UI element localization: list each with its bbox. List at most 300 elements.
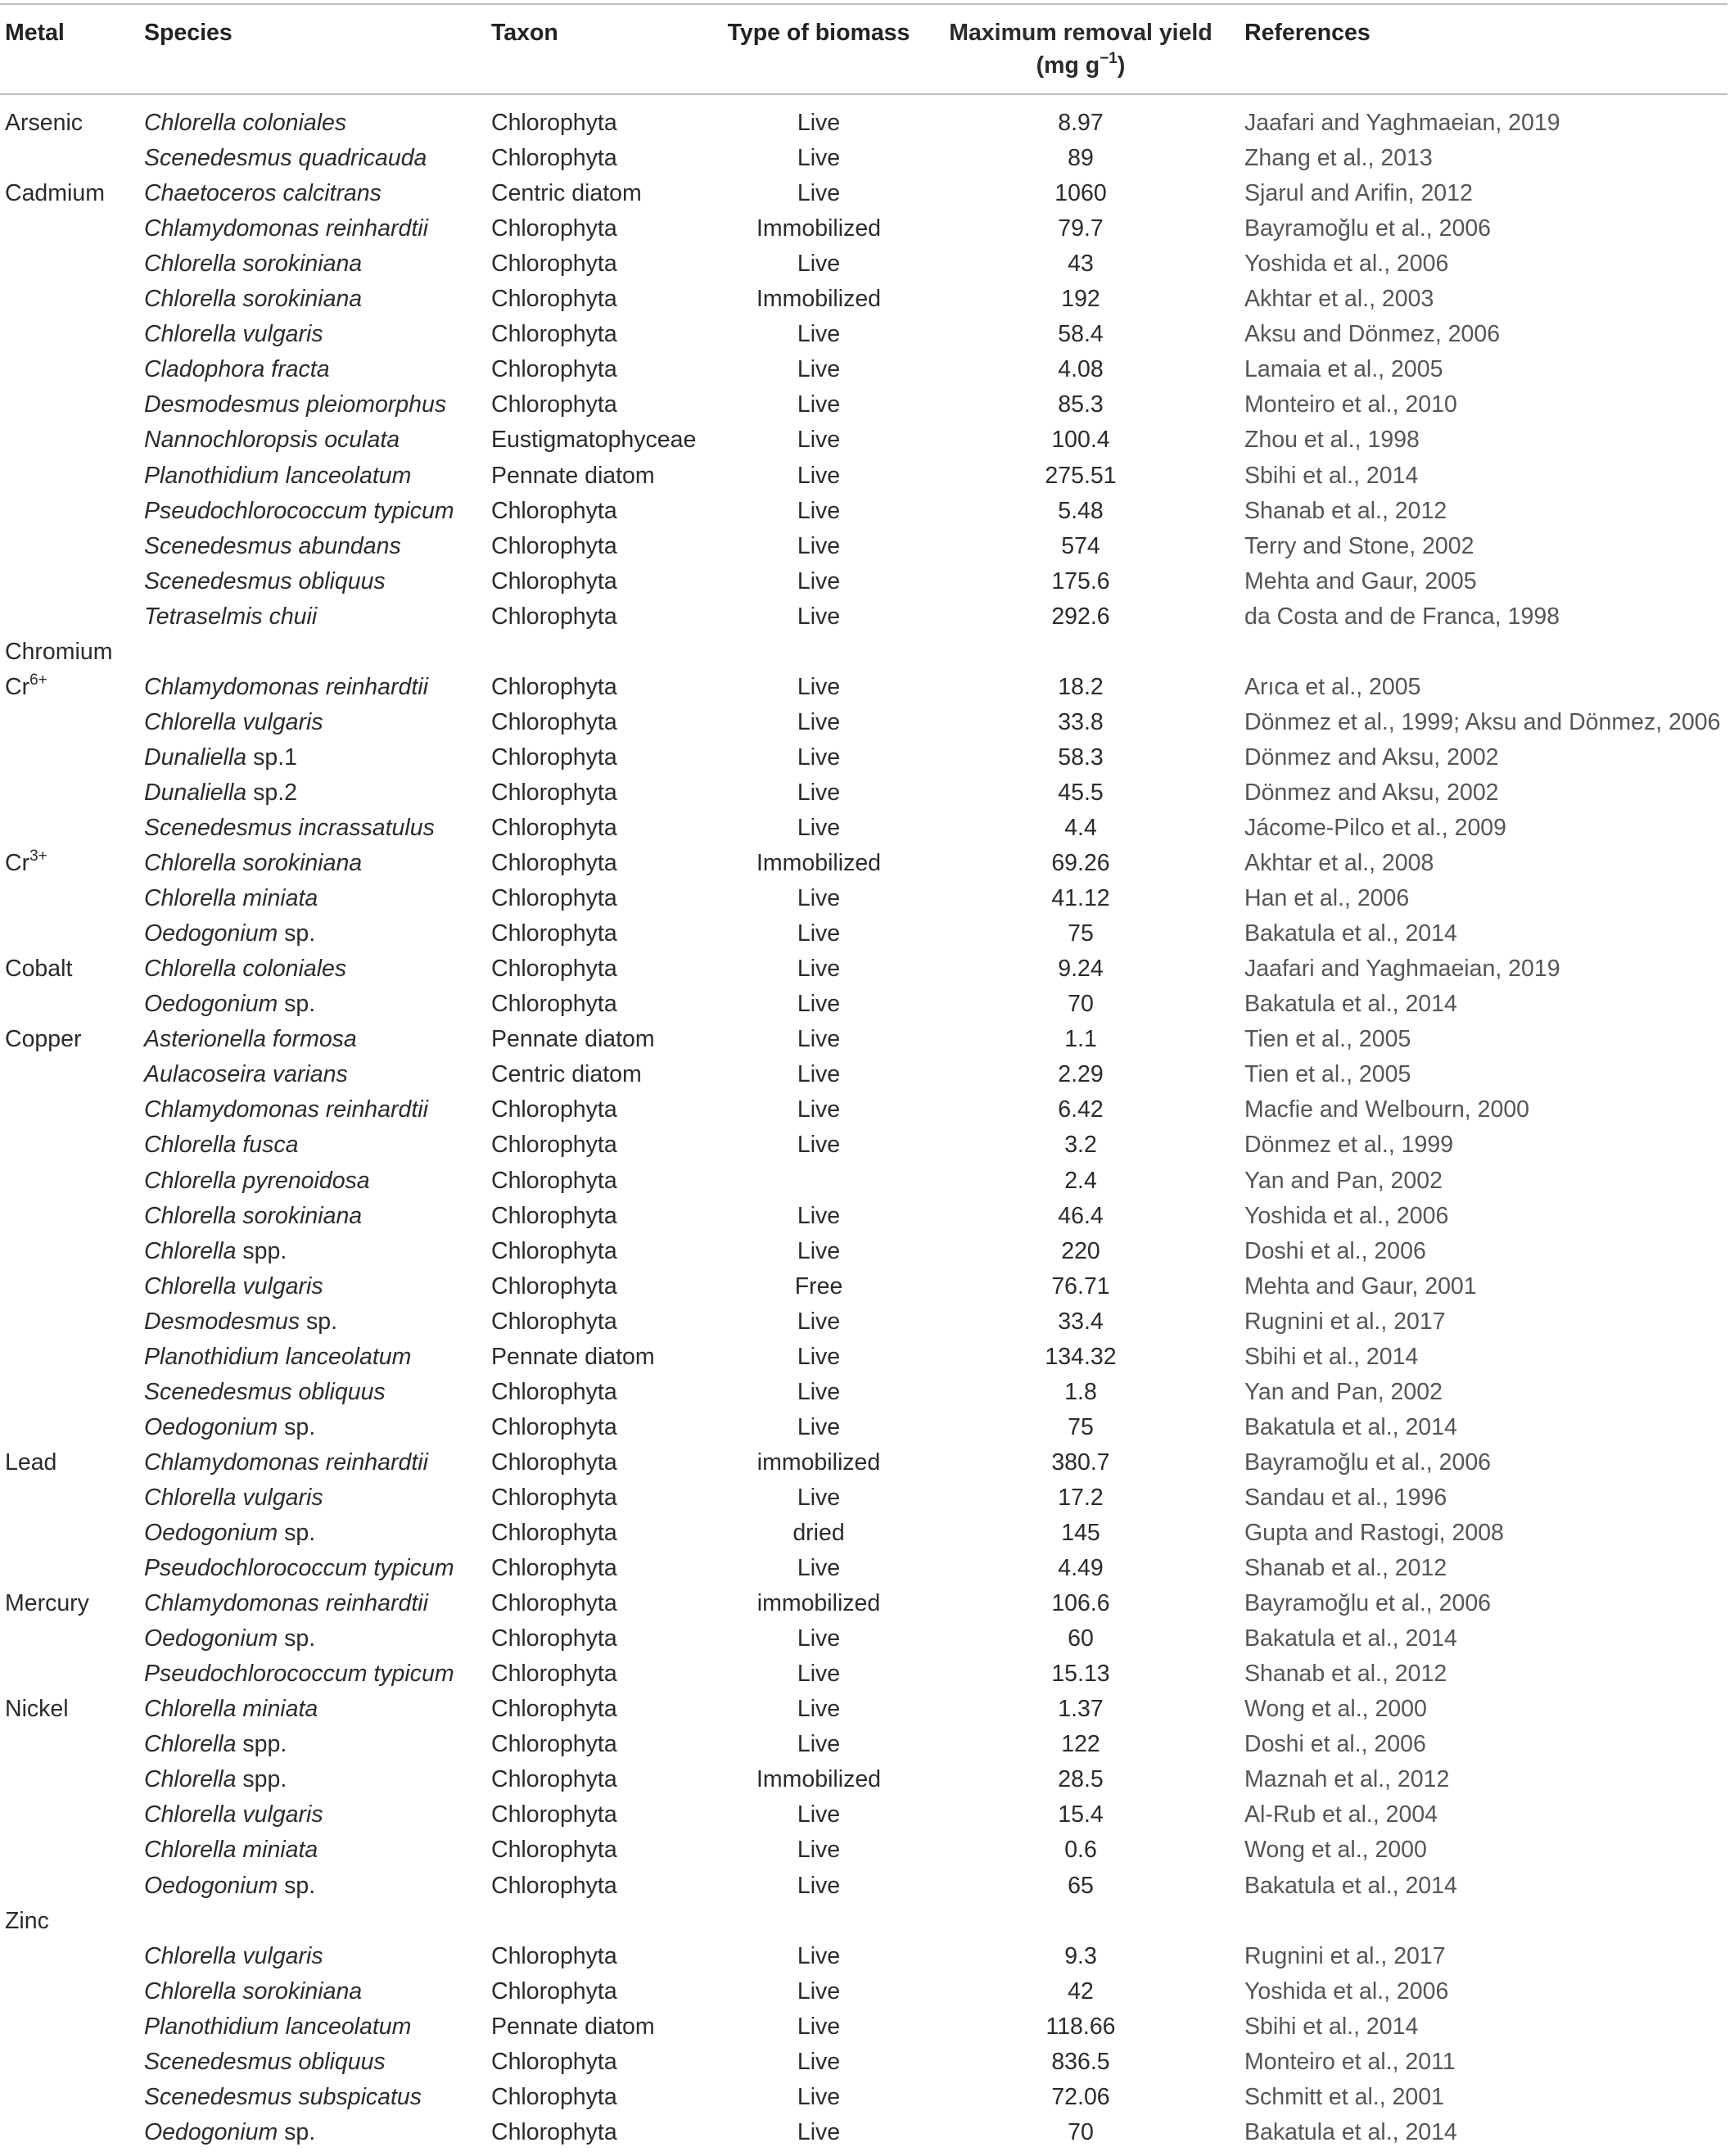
cell-taxon: Chlorophyta xyxy=(491,1731,617,1757)
cell-taxon: Chlorophyta xyxy=(491,251,617,277)
cell-reference: Akhtar et al., 2003 xyxy=(1244,286,1434,312)
cell-species xyxy=(144,247,362,280)
cell-reference: Yoshida et al., 2006 xyxy=(1244,1978,1449,2005)
cell-metal xyxy=(5,1446,56,1479)
cell-reference: Bakatula et al., 2014 xyxy=(1244,991,1457,1017)
species-suffix: sp. xyxy=(278,920,316,947)
cell-taxon: Chlorophyta xyxy=(491,2049,617,2075)
cell-yield: 58.4 xyxy=(1058,321,1104,347)
cell-reference: Monteiro et al., 2010 xyxy=(1244,391,1457,418)
cell-biomass: Live xyxy=(797,1026,841,1052)
header-references: References xyxy=(1244,20,1370,46)
cell-species xyxy=(144,212,428,245)
cell-biomass: Live xyxy=(797,1096,841,1123)
species-name: Scenedesmus incrassatulus xyxy=(144,815,435,841)
species-name: Oedogonium xyxy=(144,920,278,947)
cell-metal xyxy=(5,1023,81,1055)
cell-taxon: Chlorophyta xyxy=(491,215,617,242)
cell-taxon: Chlorophyta xyxy=(491,1096,617,1123)
cell-species xyxy=(144,952,346,985)
cell-taxon: Chlorophyta xyxy=(491,1943,617,1969)
metal-oxidation-state: 3+ xyxy=(29,847,47,865)
cell-yield: 122 xyxy=(1061,1731,1100,1757)
cell-taxon: Centric diatom xyxy=(491,1061,642,1087)
species-name: Chlorella vulgaris xyxy=(144,1273,323,1299)
cell-taxon: Chlorophyta xyxy=(491,1625,617,1652)
cell-yield: 1060 xyxy=(1054,180,1107,206)
metal-label: Lead xyxy=(5,1449,57,1476)
cell-yield: 100.4 xyxy=(1051,427,1110,453)
cell-taxon: Chlorophyta xyxy=(491,1661,617,1687)
cell-taxon: Chlorophyta xyxy=(491,780,617,806)
cell-biomass: Live xyxy=(797,744,841,771)
header-yield-line2 xyxy=(917,49,1244,82)
cell-reference: Bayramoğlu et al., 2006 xyxy=(1244,215,1492,242)
cell-yield: 134.32 xyxy=(1045,1344,1117,1370)
header-taxon: Taxon xyxy=(491,20,558,46)
cell-species xyxy=(144,1128,299,1161)
cell-biomass: Live xyxy=(797,463,841,489)
cell-biomass: Live xyxy=(797,251,841,277)
cell-taxon: Chlorophyta xyxy=(491,1203,617,1229)
cell-taxon: Chlorophyta xyxy=(491,956,617,982)
cell-taxon: Chlorophyta xyxy=(491,1238,617,1264)
cell-biomass: Live xyxy=(797,920,841,947)
cell-yield: 192 xyxy=(1061,286,1100,312)
cell-reference: Wong et al., 2000 xyxy=(1244,1837,1427,1863)
species-name: Planothidium lanceolatum xyxy=(144,463,412,489)
species-name: Pseudochlorococcum typicum xyxy=(144,1661,454,1687)
cell-yield: 58.3 xyxy=(1058,744,1104,771)
header-yield-unit: (mg g xyxy=(1036,52,1100,79)
cell-biomass: Live xyxy=(797,356,841,382)
cell-yield: 9.3 xyxy=(1064,1943,1097,1969)
species-name: Chlorella xyxy=(144,1731,237,1757)
cell-species xyxy=(144,530,401,563)
cell-species xyxy=(144,1728,287,1761)
cell-yield: 836.5 xyxy=(1051,2049,1110,2075)
cell-yield: 85.3 xyxy=(1058,391,1104,418)
cell-taxon: Chlorophyta xyxy=(491,1873,617,1899)
cell-yield: 33.8 xyxy=(1058,709,1104,735)
cell-species xyxy=(144,1693,318,1725)
metal-label: Nickel xyxy=(5,1696,69,1722)
cell-biomass: Live xyxy=(797,1485,841,1511)
metal-label: Zinc xyxy=(5,1908,49,1934)
header-species: Species xyxy=(144,20,233,46)
cell-yield: 89 xyxy=(1068,145,1094,171)
species-name: Oedogonium xyxy=(144,1520,278,1546)
cell-biomass: Live xyxy=(797,956,841,982)
cell-biomass: Live xyxy=(797,391,841,418)
cell-reference: Sbihi et al., 2014 xyxy=(1244,1344,1419,1370)
cell-species xyxy=(144,388,446,421)
cell-reference: Maznah et al., 2012 xyxy=(1244,1766,1450,1792)
cell-taxon: Chlorophyta xyxy=(491,603,617,630)
cell-reference: Rugnini et al., 2017 xyxy=(1244,1943,1446,1969)
cell-species xyxy=(144,1058,348,1091)
cell-reference: Rugnini et al., 2017 xyxy=(1244,1309,1446,1335)
cell-biomass: Live xyxy=(797,603,841,630)
cell-taxon: Centric diatom xyxy=(491,180,642,206)
species-name: Oedogonium xyxy=(144,991,278,1017)
cell-yield: 72.06 xyxy=(1051,2084,1110,2110)
cell-biomass: Immobilized xyxy=(756,1766,882,1792)
cell-biomass: Live xyxy=(797,1873,841,1899)
species-name: Chlorella vulgaris xyxy=(144,1485,323,1511)
cell-taxon: Chlorophyta xyxy=(491,286,617,312)
species-name: Chlorella sorokiniana xyxy=(144,1978,363,2005)
species-suffix: sp.2 xyxy=(246,780,297,806)
cell-species xyxy=(144,671,428,703)
cell-reference: Aksu and Dönmez, 2006 xyxy=(1244,321,1501,347)
cell-taxon: Chlorophyta xyxy=(491,391,617,418)
cell-reference: Bayramoğlu et al., 2006 xyxy=(1244,1449,1492,1476)
cell-reference: Dönmez and Aksu, 2002 xyxy=(1244,744,1499,771)
cell-taxon: Chlorophyta xyxy=(491,1801,617,1828)
cell-yield: 574 xyxy=(1061,533,1100,559)
header-bottom-rule xyxy=(0,93,1727,95)
cell-yield: 79.7 xyxy=(1058,215,1104,242)
cell-species xyxy=(144,1235,287,1268)
cell-species xyxy=(144,2010,411,2043)
species-suffix: sp. xyxy=(278,991,316,1017)
cell-reference: Dönmez et al., 1999 xyxy=(1244,1132,1454,1158)
cell-biomass xyxy=(720,1164,917,1197)
cell-yield: 118.66 xyxy=(1045,2014,1116,2040)
cell-biomass: Live xyxy=(797,1414,841,1440)
cell-metal xyxy=(5,952,72,985)
species-name: Scenedesmus obliquus xyxy=(144,568,386,594)
cell-reference: Yan and Pan, 2002 xyxy=(1244,1168,1443,1194)
cell-species xyxy=(144,423,400,456)
species-suffix: spp. xyxy=(236,1731,287,1757)
cell-biomass: Live xyxy=(797,427,841,453)
cell-taxon: Chlorophyta xyxy=(491,110,617,136)
cell-taxon: Chlorophyta xyxy=(491,2119,617,2145)
cell-taxon: Chlorophyta xyxy=(491,850,617,876)
cell-yield: 46.4 xyxy=(1058,1203,1104,1229)
cell-reference: Jaafari and Yaghmaeian, 2019 xyxy=(1244,956,1560,982)
cell-reference: Bakatula et al., 2014 xyxy=(1244,920,1457,947)
cell-biomass: Live xyxy=(797,709,841,735)
cell-yield: 41.12 xyxy=(1051,885,1110,911)
cell-species xyxy=(144,1023,357,1055)
species-name: Cladophora fracta xyxy=(144,356,330,382)
species-name: Scenedesmus obliquus xyxy=(144,2049,386,2075)
cell-biomass: Live xyxy=(797,1203,841,1229)
cell-reference: Sbihi et al., 2014 xyxy=(1244,2014,1419,2040)
cell-metal xyxy=(5,671,47,703)
cell-species xyxy=(144,1975,362,2008)
cell-yield: 2.4 xyxy=(1064,1168,1097,1194)
cell-species xyxy=(144,917,315,950)
species-suffix: sp. xyxy=(278,1873,316,1899)
cell-taxon: Pennate diatom xyxy=(491,1344,655,1370)
species-name: Scenedesmus subspicatus xyxy=(144,2084,422,2110)
cell-yield: 4.4 xyxy=(1064,815,1097,841)
species-name: Dunaliella xyxy=(144,744,247,771)
cell-reference: da Costa and de Franca, 1998 xyxy=(1244,603,1560,630)
cell-taxon: Chlorophyta xyxy=(491,1273,617,1299)
cell-biomass: Immobilized xyxy=(756,215,882,242)
cell-reference: Akhtar et al., 2008 xyxy=(1244,850,1434,876)
cell-biomass: Live xyxy=(797,1801,841,1828)
cell-biomass: Immobilized xyxy=(756,850,882,876)
cell-reference: Terry and Stone, 2002 xyxy=(1244,533,1474,559)
cell-species xyxy=(144,1164,370,1197)
cell-biomass: Live xyxy=(797,2119,841,2145)
cell-yield: 292.6 xyxy=(1051,603,1110,630)
cell-biomass: Live xyxy=(797,780,841,806)
cell-species xyxy=(144,1516,315,1549)
cell-species xyxy=(144,1093,428,1126)
cell-yield: 17.2 xyxy=(1058,1485,1104,1511)
cell-taxon: Chlorophyta xyxy=(491,568,617,594)
cell-reference: Wong et al., 2000 xyxy=(1244,1696,1427,1722)
species-suffix: sp. xyxy=(278,1625,316,1652)
cell-taxon: Chlorophyta xyxy=(491,1590,617,1616)
species-name: Chlorella miniata xyxy=(144,885,318,911)
cell-yield: 145 xyxy=(1061,1520,1100,1546)
species-name: Scenedesmus obliquus xyxy=(144,1379,386,1405)
species-name: Scenedesmus abundans xyxy=(144,533,401,559)
cell-reference: Bakatula et al., 2014 xyxy=(1244,1625,1457,1652)
cell-biomass: Live xyxy=(797,2084,841,2110)
cell-biomass: Live xyxy=(797,1344,841,1370)
cell-yield: 43 xyxy=(1068,251,1094,277)
header-metal: Metal xyxy=(5,20,65,46)
cell-yield: 69.26 xyxy=(1051,850,1110,876)
cell-yield: 65 xyxy=(1068,1873,1094,1899)
species-name: Chlorella pyrenoidosa xyxy=(144,1168,370,1194)
cell-taxon: Chlorophyta xyxy=(491,145,617,171)
header-yield-close: ) xyxy=(1117,52,1126,79)
cell-yield: 275.51 xyxy=(1045,463,1117,489)
species-suffix: spp. xyxy=(236,1238,287,1264)
species-suffix: sp. xyxy=(278,1520,316,1546)
cell-species xyxy=(144,2045,386,2078)
cell-yield: 1.1 xyxy=(1064,1026,1097,1052)
cell-reference: Doshi et al., 2006 xyxy=(1244,1731,1426,1757)
metal-label: Arsenic xyxy=(5,110,84,136)
cell-yield: 106.6 xyxy=(1051,1590,1110,1616)
cell-yield: 175.6 xyxy=(1051,568,1110,594)
cell-biomass: dried xyxy=(792,1520,845,1546)
species-suffix: sp. xyxy=(278,1414,316,1440)
species-name: Chlorella vulgaris xyxy=(144,709,323,735)
species-name: Chlorella coloniales xyxy=(144,110,347,136)
cell-biomass xyxy=(720,635,917,668)
cell-reference: Shanab et al., 2012 xyxy=(1244,498,1447,524)
cell-taxon: Chlorophyta xyxy=(491,1132,617,1158)
metal-label: Mercury xyxy=(5,1590,89,1616)
cell-species xyxy=(144,811,435,844)
cell-yield: 15.4 xyxy=(1058,1801,1104,1828)
cell-species xyxy=(144,177,382,210)
cell-species xyxy=(144,459,411,492)
species-name: Chlorella xyxy=(144,1766,237,1792)
cell-biomass: Live xyxy=(797,321,841,347)
cell-reference: Sandau et al., 1996 xyxy=(1244,1485,1447,1511)
cell-species xyxy=(144,741,297,774)
cell-biomass: Live xyxy=(797,885,841,911)
species-name: Dunaliella xyxy=(144,780,247,806)
cell-species xyxy=(144,1200,362,1232)
species-name: Chlorella sorokiniana xyxy=(144,850,363,876)
cell-reference: Gupta and Rastogi, 2008 xyxy=(1244,1520,1504,1546)
cell-yield: 28.5 xyxy=(1058,1766,1104,1792)
species-name: Desmodesmus pleiomorphus xyxy=(144,391,447,418)
cell-yield: 0.6 xyxy=(1064,1837,1097,1863)
species-name: Pseudochlorococcum typicum xyxy=(144,498,454,524)
cell-biomass: Live xyxy=(797,568,841,594)
species-suffix: sp. xyxy=(278,2119,316,2145)
cell-reference: Han et al., 2006 xyxy=(1244,885,1410,911)
cell-reference: Macfie and Welbourn, 2000 xyxy=(1244,1096,1530,1123)
cell-biomass: immobilized xyxy=(756,1449,881,1476)
species-name: Tetraselmis chuii xyxy=(144,603,318,630)
cell-biomass: Live xyxy=(797,1379,841,1405)
cell-species xyxy=(144,1270,323,1303)
cell-taxon: Chlorophyta xyxy=(491,356,617,382)
cell-metal xyxy=(5,847,47,879)
cell-metal xyxy=(5,177,105,210)
cell-biomass: Live xyxy=(797,674,841,700)
species-name: Desmodesmus xyxy=(144,1309,300,1335)
cell-yield: 2.29 xyxy=(1058,1061,1104,1087)
cell-species xyxy=(144,988,315,1020)
metal-label: Cadmium xyxy=(5,180,105,206)
cell-yield: 15.13 xyxy=(1051,1661,1110,1687)
species-name: Scenedesmus quadricauda xyxy=(144,145,427,171)
cell-biomass: Live xyxy=(797,1555,841,1581)
cell-species xyxy=(144,1376,386,1408)
cell-biomass: Immobilized xyxy=(756,286,882,312)
cell-yield: 3.2 xyxy=(1064,1132,1097,1158)
species-suffix: spp. xyxy=(236,1766,287,1792)
cell-yield: 60 xyxy=(1068,1625,1094,1652)
cell-species xyxy=(144,106,346,139)
cell-taxon: Chlorophyta xyxy=(491,1379,617,1405)
cell-reference: Tien et al., 2005 xyxy=(1244,1026,1411,1052)
species-name: Chlamydomonas reinhardtii xyxy=(144,674,428,700)
cell-yield: 4.08 xyxy=(1058,356,1104,382)
metal-oxidation-state: 6+ xyxy=(29,671,47,689)
cell-reference: Sjarul and Arifin, 2012 xyxy=(1244,180,1473,206)
species-name: Chlorella vulgaris xyxy=(144,1943,323,1969)
species-name: Oedogonium xyxy=(144,1414,278,1440)
cell-taxon: Chlorophyta xyxy=(491,1414,617,1440)
cell-taxon: Chlorophyta xyxy=(491,1766,617,1792)
cell-reference: Yoshida et al., 2006 xyxy=(1244,1203,1449,1229)
cell-yield: 5.48 xyxy=(1058,498,1104,524)
cell-species xyxy=(144,1340,411,1373)
header-top-rule xyxy=(0,3,1727,5)
cell-yield: 8.97 xyxy=(1058,110,1104,136)
cell-yield: 70 xyxy=(1068,2119,1094,2145)
cell-taxon: Chlorophyta xyxy=(491,815,617,841)
header-yield-exponent: −1 xyxy=(1100,49,1118,67)
cell-yield: 45.5 xyxy=(1058,780,1104,806)
species-name: Planothidium lanceolatum xyxy=(144,1344,412,1370)
cell-biomass: Live xyxy=(797,1978,841,2005)
cell-taxon: Chlorophyta xyxy=(491,1520,617,1546)
cell-species xyxy=(144,2116,315,2149)
cell-yield: 1.8 xyxy=(1064,1379,1097,1405)
cell-reference: Schmitt et al., 2001 xyxy=(1244,2084,1444,2110)
species-name: Chlamydomonas reinhardtii xyxy=(144,1449,428,1476)
cell-species xyxy=(144,882,318,915)
species-name: Oedogonium xyxy=(144,2119,278,2145)
cell-reference: Shanab et al., 2012 xyxy=(1244,1661,1447,1687)
cell-biomass: Live xyxy=(797,110,841,136)
species-name: Asterionella formosa xyxy=(144,1026,357,1052)
cell-taxon: Chlorophyta xyxy=(491,991,617,1017)
cell-biomass: Live xyxy=(797,1625,841,1652)
cell-species xyxy=(144,1763,287,1796)
cell-metal xyxy=(5,106,83,139)
cell-biomass: Live xyxy=(797,498,841,524)
cell-species xyxy=(144,282,362,315)
cell-species xyxy=(144,1481,323,1514)
cell-biomass: Free xyxy=(794,1273,843,1299)
metal-label: Cr xyxy=(5,674,30,700)
cell-taxon: Chlorophyta xyxy=(491,1485,617,1511)
cell-metal xyxy=(5,635,112,668)
cell-taxon: Pennate diatom xyxy=(491,463,655,489)
cell-yield: 380.7 xyxy=(1051,1449,1110,1476)
cell-reference: Sbihi et al., 2014 xyxy=(1244,463,1419,489)
cell-reference: Mehta and Gaur, 2001 xyxy=(1244,1273,1477,1299)
cell-reference: Jaafari and Yaghmaeian, 2019 xyxy=(1244,110,1560,136)
species-name: Nannochloropsis oculata xyxy=(144,427,400,453)
cell-taxon: Chlorophyta xyxy=(491,533,617,559)
cell-yield: 6.42 xyxy=(1058,1096,1104,1123)
cell-yield: 4.49 xyxy=(1058,1555,1104,1581)
cell-reference: Bakatula et al., 2014 xyxy=(1244,1414,1457,1440)
cell-reference: Zhang et al., 2013 xyxy=(1244,145,1433,171)
cell-taxon: Chlorophyta xyxy=(491,1837,617,1863)
cell-reference: Dönmez and Aksu, 2002 xyxy=(1244,780,1499,806)
cell-biomass: Live xyxy=(797,1132,841,1158)
cell-yield: 75 xyxy=(1068,920,1094,947)
cell-taxon: Eustigmatophyceae xyxy=(491,427,697,453)
cell-species xyxy=(144,1940,323,1973)
cell-reference: Dönmez et al., 1999; Aksu and Dönmez, 2006 xyxy=(1244,709,1721,735)
species-name: Planothidium lanceolatum xyxy=(144,2014,412,2040)
cell-yield: 18.2 xyxy=(1058,674,1104,700)
cell-taxon: Chlorophyta xyxy=(491,744,617,771)
cell-biomass xyxy=(720,1905,917,1937)
cell-species xyxy=(144,1869,315,1902)
species-name: Chlorella fusca xyxy=(144,1132,299,1158)
cell-reference: Bayramoğlu et al., 2006 xyxy=(1244,1590,1492,1616)
cell-biomass: Live xyxy=(797,1061,841,1087)
cell-species xyxy=(144,1657,454,1690)
species-name: Chlamydomonas reinhardtii xyxy=(144,1096,428,1123)
cell-species xyxy=(144,1411,315,1444)
metal-label: Cobalt xyxy=(5,956,73,982)
cell-taxon: Chlorophyta xyxy=(491,321,617,347)
species-name: Chlamydomonas reinhardtii xyxy=(144,1590,428,1616)
species-suffix: sp. xyxy=(300,1309,338,1335)
species-name: Oedogonium xyxy=(144,1873,278,1899)
cell-taxon: Chlorophyta xyxy=(491,1978,617,2005)
cell-taxon: Chlorophyta xyxy=(491,920,617,947)
cell-species xyxy=(144,847,362,879)
cell-taxon: Chlorophyta xyxy=(491,2084,617,2110)
